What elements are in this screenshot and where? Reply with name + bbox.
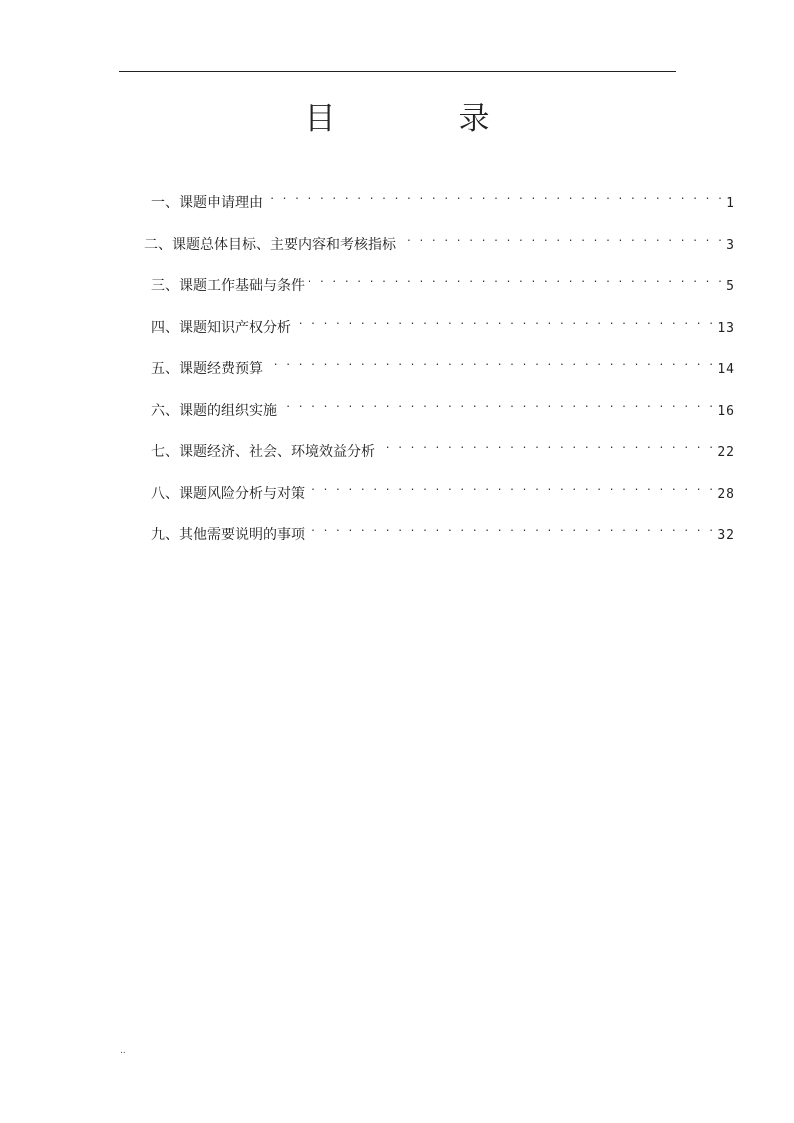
toc-entry-page: 28: [717, 487, 735, 502]
toc-entry-label: 八、课题风险分析与对策: [151, 486, 305, 502]
toc-entry-label: 四、课题知识产权分析: [151, 320, 291, 336]
toc-entry-label: 二、课题总体目标、主要内容和考核指标: [144, 237, 396, 253]
toc-leader-dots: [295, 312, 714, 332]
page-title: 目 录: [304, 101, 536, 137]
toc-leader-dots: [267, 187, 723, 207]
toc-leader-dots: [309, 270, 723, 290]
toc-entry[interactable]: [151, 270, 735, 294]
toc-entry[interactable]: [151, 395, 735, 419]
toc-entry-page: 14: [717, 362, 735, 377]
toc-entry[interactable]: [151, 312, 735, 336]
toc-entry-page: 5: [726, 279, 735, 294]
footer-mark: ..: [120, 1046, 126, 1056]
toc-entry-page: 13: [717, 321, 735, 336]
toc-entry[interactable]: [151, 187, 735, 211]
toc-entry[interactable]: [151, 519, 735, 543]
toc-leader-dots: [281, 395, 714, 415]
toc-entry-page: 22: [717, 445, 735, 460]
toc-entry[interactable]: [144, 229, 735, 253]
toc-entry-label: 三、课题工作基础与条件: [151, 278, 305, 294]
toc-leader-dots: [400, 229, 723, 249]
toc-entry-label: 九、其他需要说明的事项: [151, 527, 305, 543]
toc-entry[interactable]: [151, 436, 735, 460]
toc-entry-page: 3: [726, 238, 735, 253]
toc-leader-dots: [379, 436, 714, 456]
toc-entry-label: 七、课题经济、社会、环境效益分析: [151, 444, 375, 460]
toc-entry-label: 一、课题申请理由: [151, 195, 263, 211]
toc-leader-dots: [309, 478, 714, 498]
toc-entry[interactable]: [151, 478, 735, 502]
toc-leader-dots: [267, 353, 714, 373]
toc-entry-page: 16: [717, 404, 735, 419]
header-rule: [119, 71, 676, 72]
toc-entry-page: 32: [717, 528, 735, 543]
toc-entry-label: 五、课题经费预算: [151, 361, 263, 377]
toc-leader-dots: [309, 519, 714, 539]
toc-entry[interactable]: [151, 353, 735, 377]
toc-entry-page: 1: [726, 196, 735, 211]
toc-entry-label: 六、课题的组织实施: [151, 403, 277, 419]
